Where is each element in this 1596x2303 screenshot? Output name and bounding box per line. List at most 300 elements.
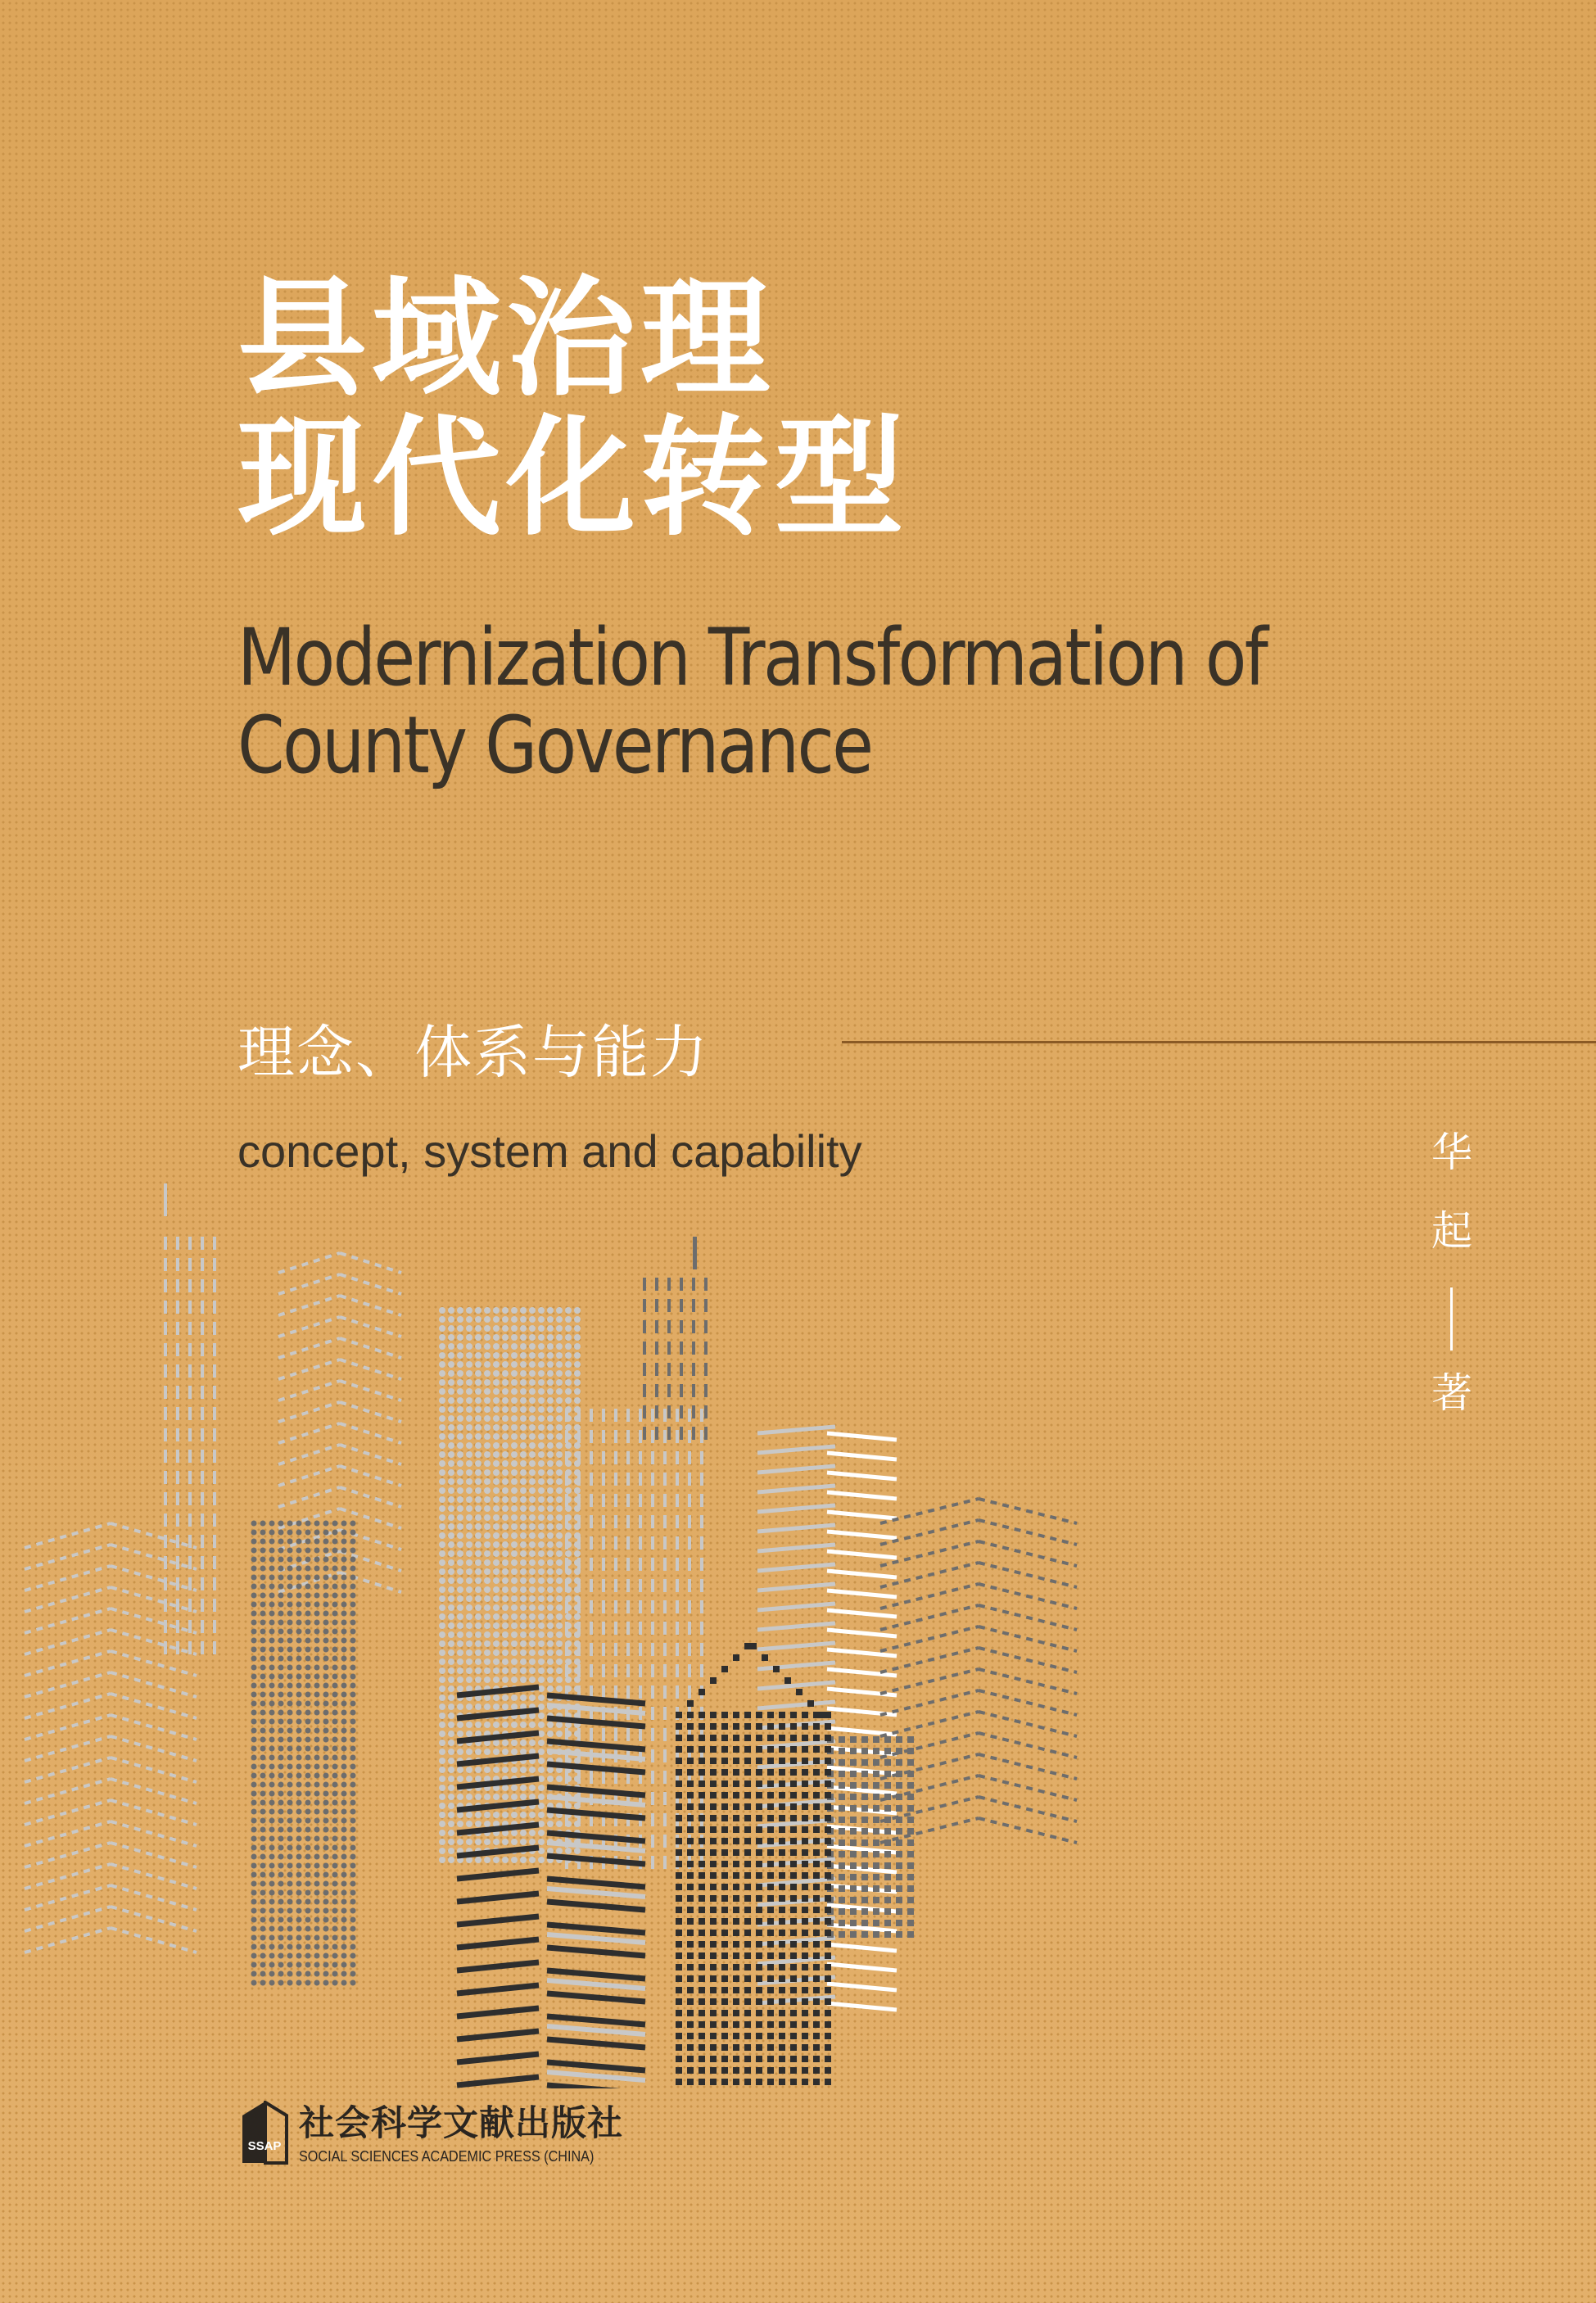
tower-gray-dots-dot — [278, 1737, 284, 1743]
tower-gray-dots-dot — [296, 1611, 302, 1617]
tower-mid-light-bar — [577, 1579, 581, 1592]
tower-gray-dots-dot — [269, 1863, 275, 1869]
tower-light-dots-dot — [457, 1379, 463, 1386]
tower-light-dots-dot — [511, 1316, 518, 1323]
front-house-window — [744, 1930, 751, 1936]
front-house-window — [779, 2079, 785, 2085]
tower-small-window — [884, 1862, 891, 1869]
tower-gray-dots-dot — [305, 1890, 311, 1896]
front-house-window — [802, 1861, 808, 1867]
tower-gray-dots-dot — [269, 1521, 275, 1527]
tower-right-dark-bar — [667, 1342, 671, 1355]
tower-small-window — [839, 1862, 845, 1869]
tower-light-dots-dot — [484, 1397, 491, 1404]
front-house-window — [699, 1849, 705, 1856]
tower-mid-light-bar — [614, 1515, 617, 1528]
tower-gray-dots-dot — [332, 1719, 338, 1725]
front-house-window — [825, 1792, 831, 1799]
tower-light-dots-dot — [439, 1595, 445, 1602]
tower-gray-dots-dot — [332, 1548, 338, 1554]
tower-left-bar — [164, 1535, 167, 1548]
tower-right-dark-bar — [692, 1384, 695, 1397]
tower-small-window — [850, 1771, 857, 1777]
tower-mid-light-bar — [614, 1451, 617, 1464]
tower-gray-dots-dot — [287, 1728, 293, 1734]
tower-light-dots-dot — [439, 1532, 445, 1539]
tower-gray-dots-dot — [350, 1674, 356, 1680]
tower-light-dots-dot — [538, 1586, 545, 1593]
tower-far-left-chevron — [111, 1608, 197, 1633]
front-house-window — [710, 2067, 717, 2074]
tower-light-dots-dot — [448, 1397, 454, 1404]
tower-gray-dots-dot — [341, 1935, 347, 1941]
tower-far-left-chevron — [111, 1907, 197, 1931]
tower-light-dots-dot — [574, 1676, 581, 1683]
tower-light-dots-dot — [475, 1776, 482, 1782]
tower-light-dots-dot — [511, 1523, 518, 1530]
tower-light-dots-dot — [520, 1812, 527, 1818]
tower-gray-dots-dot — [260, 1926, 266, 1932]
tower-light-dots-dot — [448, 1604, 454, 1611]
tower-mid-light-bar — [639, 1728, 642, 1741]
tower-left-bar — [213, 1471, 216, 1484]
tower-light-dots-dot — [502, 1514, 509, 1521]
tower-light-dots-dot — [547, 1316, 554, 1323]
tower-light-dots-dot — [484, 1821, 491, 1827]
tower-light-dots-dot — [565, 1343, 572, 1350]
tower-gray-dots-dot — [287, 1791, 293, 1797]
tower-gray-dots-dot — [314, 1674, 320, 1680]
front-house-window — [813, 1712, 820, 1718]
tower-light-dots-dot — [448, 1487, 454, 1494]
tower-light-dots-dot — [529, 1667, 536, 1674]
tower-gray-dots-dot — [350, 1593, 356, 1599]
tower-light-dots-dot — [439, 1776, 445, 1782]
tower-gray-dots-dot — [332, 1656, 338, 1662]
front-striped-left-stripe — [457, 2077, 539, 2085]
tower-light-dots-dot — [511, 1767, 518, 1773]
front-house-window — [687, 1975, 694, 1982]
tower-gray-dots-dot — [296, 1917, 302, 1923]
tower-light-dots-dot — [538, 1352, 545, 1359]
tower-light-dots-dot — [439, 1839, 445, 1845]
tower-gray-dots-dot — [350, 1620, 356, 1626]
tower-gray-dots-dot — [269, 1845, 275, 1851]
tower-light-dots-dot — [520, 1460, 527, 1467]
tower-light-dots-dot — [457, 1586, 463, 1593]
tower-light-dots-dot — [556, 1388, 563, 1395]
tower-mid-light-bar — [590, 1643, 593, 1656]
front-house-window — [699, 1712, 705, 1718]
tower-mid-light-bar — [663, 1430, 667, 1443]
tower-light-dots-dot — [511, 1505, 518, 1512]
front-house-window — [710, 1952, 717, 1959]
tower-gray-dots-dot — [287, 1566, 293, 1572]
tower-mid-light-bar — [590, 1409, 593, 1422]
tower-light-dots-dot — [529, 1622, 536, 1629]
tower-light-dots-dot — [565, 1325, 572, 1332]
tower-light-dots-dot — [529, 1559, 536, 1566]
tower-gray-dots-dot — [278, 1899, 284, 1905]
front-house-window — [813, 1792, 820, 1799]
title-cn-line2: 现代化转型 — [237, 402, 909, 554]
tower-gray-dots-dot — [260, 1980, 266, 1986]
tower-gray-dots-dot — [305, 1845, 311, 1851]
tower-light-dots-dot — [466, 1821, 472, 1827]
tower-white-b-stripe — [827, 1571, 897, 1577]
tower-small-window — [884, 1782, 891, 1789]
tower-gray-dots-dot — [287, 1809, 293, 1815]
tower-gray-dots-dot — [251, 1674, 257, 1680]
tower-light-dots-dot — [493, 1767, 500, 1773]
tower-white-stripe — [757, 1584, 835, 1590]
tower-gray-dots-dot — [251, 1746, 257, 1752]
tower-far-left-chevron — [25, 1672, 111, 1697]
tower-light-dots-dot — [502, 1460, 509, 1467]
tower-light-dots-dot — [448, 1460, 454, 1467]
tower-gray-dots-dot — [287, 1755, 293, 1761]
tower-far-left-chevron — [111, 1885, 197, 1910]
tower-gray-dots-dot — [332, 1881, 338, 1887]
front-house-window — [721, 2021, 728, 2028]
tower-mid-light-bar — [565, 1622, 568, 1635]
author-char-2: 起 — [1431, 1207, 1472, 1255]
tower-light-dots-dot — [502, 1424, 509, 1431]
tower-far-right-chevron — [979, 1669, 1077, 1694]
tower-light-dots-dot — [457, 1307, 463, 1314]
tower-mid-light-bar — [676, 1451, 679, 1464]
front-house-window — [721, 1746, 728, 1753]
front-house-window — [767, 2067, 774, 2074]
tower-light-dots-dot — [547, 1722, 554, 1728]
tower-mid-light-bar — [651, 1749, 654, 1762]
tower-light-dots-dot — [475, 1658, 482, 1665]
tower-light-dots-dot — [520, 1613, 527, 1620]
front-house-window — [813, 1780, 820, 1787]
front-house-window — [721, 1998, 728, 2005]
tower-gray-dots-dot — [341, 1809, 347, 1815]
tower-small-window — [873, 1805, 879, 1812]
tower-light-dots-dot — [556, 1685, 563, 1692]
tower-small-window — [861, 1759, 868, 1766]
tower-mid-light-bar — [639, 1536, 642, 1550]
tower-gray-dots-dot — [350, 1611, 356, 1617]
front-house-window — [733, 1907, 739, 1913]
front-house-window — [779, 2010, 785, 2016]
front-house-window — [779, 1769, 785, 1776]
tower-gray-dots-dot — [278, 1683, 284, 1689]
tower-gray-dots-dot — [305, 1656, 311, 1662]
tower-gray-dots-dot — [269, 1755, 275, 1761]
tower-right-dark-bar — [680, 1278, 683, 1291]
tower-gray-dots-dot — [305, 1629, 311, 1635]
tower-light-dots-dot — [466, 1776, 472, 1782]
tower-light-dots-dot — [493, 1415, 500, 1422]
tower-light-dots-dot — [493, 1541, 500, 1548]
tower-light-dots-dot — [439, 1505, 445, 1512]
tower-mid-light-bar — [676, 1622, 679, 1635]
tower-small-window — [884, 1839, 891, 1846]
tower-left-bar — [201, 1556, 204, 1569]
front-house-roof — [733, 1654, 739, 1661]
tower-gray-dots-dot — [332, 1557, 338, 1563]
tower-left-bar — [201, 1513, 204, 1527]
tower-right-dark-bar — [643, 1278, 646, 1291]
tower-small-window — [861, 1839, 868, 1846]
tower-gray-dots-dot — [350, 1845, 356, 1851]
tower-mid-light-bar — [651, 1600, 654, 1613]
tower-light-dots-dot — [493, 1694, 500, 1701]
tower-light-dots-dot — [520, 1478, 527, 1485]
tower-gray-dots-dot — [332, 1692, 338, 1698]
tower-gray-dots-dot — [260, 1692, 266, 1698]
tower-gray-dots-dot — [278, 1980, 284, 1986]
front-striped-left-stripe — [457, 1939, 539, 1948]
tower-gray-dots-dot — [323, 1548, 329, 1554]
tower-gray-dots-dot — [296, 1728, 302, 1734]
front-house-window — [813, 1930, 820, 1936]
front-house-window — [710, 1758, 717, 1764]
tower-light-dots-dot — [574, 1613, 581, 1620]
tower-light-dots-dot — [439, 1685, 445, 1692]
tower-right-dark-bar — [667, 1384, 671, 1397]
tower-light-dots-dot — [484, 1307, 491, 1314]
tower-light-dots-dot — [439, 1433, 445, 1440]
tower-chevron-chevron — [278, 1423, 340, 1443]
front-house-window — [779, 1849, 785, 1856]
tower-gray-dots-dot — [350, 1683, 356, 1689]
tower-white-b-stripe — [827, 1984, 897, 1990]
tower-gray-dots-dot — [341, 1566, 347, 1572]
tower-light-dots-dot — [475, 1415, 482, 1422]
subtitle-cn: 理念、体系与能力 — [237, 1019, 709, 1086]
front-house-window — [756, 2021, 762, 2028]
front-house-window — [756, 2056, 762, 2062]
tower-small-window — [907, 1817, 914, 1823]
tower-light-dots-dot — [457, 1577, 463, 1584]
front-house-window — [699, 1803, 705, 1810]
tower-light-dots-dot — [439, 1370, 445, 1377]
tower-gray-dots-dot — [314, 1656, 320, 1662]
tower-mid-light-bar — [651, 1536, 654, 1550]
tower-chevron-chevron — [340, 1572, 401, 1592]
tower-light-dots-dot — [547, 1406, 554, 1413]
tower-small-window — [861, 1885, 868, 1892]
front-house-window — [710, 1712, 717, 1718]
tower-light-dots-dot — [547, 1487, 554, 1494]
front-house-window — [813, 2056, 820, 2062]
tower-light-dots-dot — [466, 1415, 472, 1422]
front-house-window — [802, 1884, 808, 1890]
subtitle-rule — [842, 1041, 1596, 1043]
tower-light-dots-dot — [547, 1325, 554, 1332]
tower-light-dots-dot — [448, 1821, 454, 1827]
tower-light-dots-dot — [493, 1316, 500, 1323]
tower-light-dots-dot — [493, 1406, 500, 1413]
tower-small-window — [873, 1782, 879, 1789]
tower-gray-dots-dot — [278, 1854, 284, 1860]
tower-light-dots-dot — [520, 1694, 527, 1701]
front-house-window — [779, 1918, 785, 1925]
tower-light-dots-dot — [547, 1604, 554, 1611]
tower-gray-dots-dot — [341, 1944, 347, 1950]
tower-mid-light-bar — [602, 1771, 605, 1784]
tower-left-bar — [164, 1450, 167, 1463]
tower-gray-dots-dot — [278, 1602, 284, 1608]
tower-small-window — [850, 1885, 857, 1892]
front-striped-left-stripe — [457, 2054, 539, 2062]
front-house-window — [733, 2044, 739, 2051]
tower-light-dots-dot — [502, 1703, 509, 1710]
tower-gray-dots-dot — [287, 1692, 293, 1698]
front-house-window — [756, 1918, 762, 1925]
tower-gray-dots-dot — [323, 1611, 329, 1617]
tower-gray-dots-dot — [314, 1593, 320, 1599]
tower-light-dots-dot — [565, 1307, 572, 1314]
front-house-window — [676, 1780, 682, 1787]
tower-small-window — [839, 1931, 845, 1938]
tower-light-dots-dot — [538, 1785, 545, 1791]
tower-gray-dots-dot — [287, 1917, 293, 1923]
tower-light-dots-dot — [502, 1857, 509, 1863]
front-house-window — [699, 1930, 705, 1936]
tower-light-dots-dot — [493, 1478, 500, 1485]
tower-gray-dots-dot — [314, 1548, 320, 1554]
tower-light-dots-dot — [529, 1406, 536, 1413]
tower-light-dots-dot — [511, 1722, 518, 1728]
tower-gray-dots-dot — [314, 1899, 320, 1905]
tower-mid-light-bar — [577, 1473, 581, 1486]
tower-white-stripe — [757, 1623, 835, 1630]
tower-gray-dots-dot — [314, 1710, 320, 1716]
front-house-window — [710, 1849, 717, 1856]
tower-light-dots-dot — [439, 1424, 445, 1431]
tower-light-dots-dot — [529, 1433, 536, 1440]
front-house-window — [721, 1780, 728, 1787]
tower-gray-dots-dot — [260, 1584, 266, 1590]
tower-small-window — [850, 1805, 857, 1812]
tower-gray-dots-dot — [314, 1890, 320, 1896]
tower-light-dots-dot — [448, 1722, 454, 1728]
front-house-window — [790, 2067, 797, 2074]
tower-light-dots-dot — [529, 1397, 536, 1404]
front-house-window — [676, 2079, 682, 2085]
front-house-window — [767, 2021, 774, 2028]
tower-light-dots-dot — [565, 1848, 572, 1854]
tower-light-dots-dot — [493, 1559, 500, 1566]
tower-gray-dots-dot — [287, 1962, 293, 1968]
tower-gray-dots-dot — [350, 1971, 356, 1977]
tower-light-dots-dot — [520, 1532, 527, 1539]
tower-right-dark-bar — [667, 1405, 671, 1418]
front-house-window — [721, 2044, 728, 2051]
tower-chevron-chevron — [340, 1509, 401, 1528]
tower-gray-dots-dot — [314, 1638, 320, 1644]
tower-light-dots-dot — [484, 1613, 491, 1620]
tower-small-window — [896, 1862, 902, 1869]
front-house-window — [744, 2044, 751, 2051]
tower-small-window — [873, 1908, 879, 1915]
tower-mid-light-bar — [590, 1579, 593, 1592]
tower-gray-dots-dot — [278, 1584, 284, 1590]
front-house-window — [802, 1964, 808, 1970]
tower-mid-light-bar — [565, 1494, 568, 1507]
tower-gray-dots-dot — [260, 1962, 266, 1968]
front-house-window — [733, 2033, 739, 2039]
tower-gray-dots-dot — [251, 1764, 257, 1770]
tower-light-dots-dot — [484, 1812, 491, 1818]
tower-light-dots-dot — [448, 1676, 454, 1683]
front-striped-right-stripe — [547, 1970, 645, 1979]
tower-gray-dots-dot — [260, 1881, 266, 1887]
front-house-window — [767, 1918, 774, 1925]
front-house-window — [676, 1803, 682, 1810]
front-house-window — [710, 1746, 717, 1753]
front-house-window — [721, 1975, 728, 1982]
front-house-window — [699, 1918, 705, 1925]
tower-gray-dots-dot — [341, 1836, 347, 1842]
tower-gray-dots-dot — [341, 1746, 347, 1752]
front-house-window — [802, 1872, 808, 1879]
tower-chevron-chevron — [340, 1317, 401, 1337]
tower-mid-light-bar — [663, 1749, 667, 1762]
tower-left-bar — [176, 1428, 179, 1441]
tower-light-dots-dot — [529, 1722, 536, 1728]
tower-gray-dots-dot — [287, 1773, 293, 1779]
tower-small-window — [907, 1759, 914, 1766]
tower-gray-dots-dot — [296, 1746, 302, 1752]
tower-gray-dots-dot — [260, 1944, 266, 1950]
tower-gray-dots-dot — [287, 1800, 293, 1806]
tower-far-left-chevron — [25, 1651, 111, 1676]
tower-far-right-chevron — [979, 1541, 1077, 1566]
tower-left-bar — [188, 1428, 192, 1441]
tower-right-dark-bar — [704, 1320, 708, 1333]
tower-light-dots-dot — [448, 1568, 454, 1575]
front-house-window — [721, 1987, 728, 1993]
tower-light-dots-dot — [448, 1370, 454, 1377]
tower-gray-dots-dot — [350, 1863, 356, 1869]
front-house-window — [687, 2021, 694, 2028]
tower-gray-dots-dot — [323, 1620, 329, 1626]
front-house-window — [825, 1826, 831, 1833]
tower-gray-dots-dot — [323, 1557, 329, 1563]
tower-gray-dots-dot — [332, 1845, 338, 1851]
tower-gray-dots-dot — [278, 1773, 284, 1779]
front-house-window — [733, 1803, 739, 1810]
tower-gray-dots-dot — [332, 1566, 338, 1572]
tower-mid-light-bar — [590, 1664, 593, 1677]
tower-light-dots-dot — [439, 1523, 445, 1530]
tower-gray-dots-dot — [260, 1593, 266, 1599]
tower-small-window — [896, 1748, 902, 1754]
tower-light-dots-dot — [493, 1397, 500, 1404]
tower-mid-light-bar — [688, 1643, 691, 1656]
tower-light-dots-dot — [448, 1514, 454, 1521]
tower-gray-dots-dot — [341, 1737, 347, 1743]
tower-light-dots-dot — [538, 1631, 545, 1638]
tower-gray-dots-dot — [269, 1926, 275, 1932]
tower-left-bar — [188, 1577, 192, 1590]
tower-mid-light-bar — [651, 1664, 654, 1677]
tower-small-window — [896, 1805, 902, 1812]
tower-mid-light-bar — [590, 1430, 593, 1443]
tower-light-dots-dot — [547, 1568, 554, 1575]
tower-light-dots-dot — [466, 1424, 472, 1431]
tower-light-dots-dot — [484, 1424, 491, 1431]
tower-small-window — [839, 1817, 845, 1823]
tower-light-dots-dot — [466, 1586, 472, 1593]
